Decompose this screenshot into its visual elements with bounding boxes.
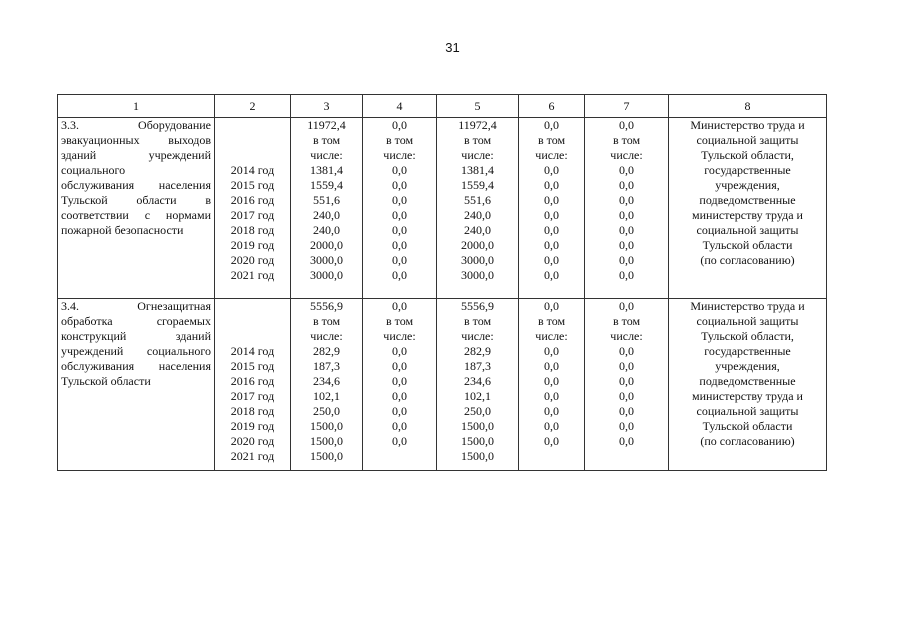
funding-value: 0,0 [392, 299, 407, 313]
measure-name-word: 3.4. [61, 299, 79, 313]
responsible-line: Министерство труда и [690, 299, 805, 313]
responsible-cell [669, 299, 827, 471]
years-cell [215, 299, 291, 471]
measure-name-word: нормами [165, 208, 211, 222]
funding-value: 0,0 [392, 223, 407, 237]
year-label [218, 329, 287, 344]
funding-value: 0,0 [544, 404, 559, 418]
funding-value: 282,9 [313, 344, 340, 358]
funding-value: 0,0 [392, 238, 407, 252]
funding-value: 187,3 [464, 359, 491, 373]
funding-value: в том [463, 133, 492, 147]
year-label [218, 133, 287, 148]
year-label: 2020 год [230, 434, 275, 448]
header-cell: 3 [291, 95, 363, 118]
col4-cell [363, 118, 437, 299]
funding-value: 1500,0 [461, 419, 494, 433]
funding-value: числе: [535, 329, 568, 343]
responsible-line: социальной защиты [696, 404, 799, 418]
funding-value: 1559,4 [310, 178, 343, 192]
measure-name-line [61, 299, 211, 314]
year-label: 2016 год [230, 374, 275, 388]
funding-value: 0,0 [544, 268, 559, 282]
funding-value: 5556,9 [310, 299, 343, 313]
funding-value: 0,0 [544, 163, 559, 177]
funding-value: 1500,0 [310, 419, 343, 433]
col3-cell [291, 118, 363, 299]
responsible-line: Министерство труда и [690, 118, 805, 132]
responsible-line: социальной защиты [696, 314, 799, 328]
measure-name-word: населения [158, 178, 211, 192]
funding-value: числе: [610, 148, 643, 162]
funding-value: 240,0 [313, 208, 340, 222]
measure-name-word: зданий [61, 148, 97, 162]
responsible-line: (по согласованию) [700, 434, 795, 448]
col7-cell [585, 299, 669, 471]
funding-value: 0,0 [619, 359, 634, 373]
measure-name-line [61, 193, 211, 208]
measure-name-word: эвакуационных [61, 133, 140, 147]
funding-value: числе: [310, 148, 343, 162]
funding-value: 5556,9 [461, 299, 494, 313]
funding-value: 0,0 [544, 178, 559, 192]
funding-value: 551,6 [464, 193, 491, 207]
responsible-line: подведомственные [699, 193, 796, 207]
measure-name-line [61, 223, 211, 238]
year-label: 2018 год [230, 223, 275, 237]
col6-cell [519, 118, 585, 299]
funding-value: 250,0 [464, 404, 491, 418]
measure-name-line [61, 163, 211, 178]
funding-value: 234,6 [313, 374, 340, 388]
funding-value: 0,0 [392, 404, 407, 418]
measure-name-word: обработка [61, 314, 113, 328]
measure-name-word: зданий [175, 329, 211, 343]
funding-value: 0,0 [619, 118, 634, 132]
funding-value: 0,0 [619, 299, 634, 313]
funding-value: в том [537, 133, 566, 147]
table-row [58, 299, 827, 471]
col5-cell [437, 299, 519, 471]
year-label: 2020 год [230, 253, 275, 267]
year-label [218, 314, 287, 329]
responsible-line: Тульской области, [701, 329, 794, 343]
funding-value: в том [612, 133, 641, 147]
funding-value: 0,0 [392, 359, 407, 373]
funding-value: 0,0 [392, 253, 407, 267]
funding-value: 0,0 [544, 208, 559, 222]
measure-name-line [61, 118, 211, 133]
responsible-line: Тульской области, [701, 148, 794, 162]
funding-value: 0,0 [619, 404, 634, 418]
measure-name-word: населения [158, 359, 211, 373]
responsible-line: социальной защиты [696, 133, 799, 147]
measure-name-line [61, 314, 211, 329]
funding-value: 0,0 [544, 434, 559, 448]
funding-value: 1500,0 [461, 449, 494, 463]
funding-value: 11972,4 [307, 118, 346, 132]
funding-value: числе: [461, 148, 494, 162]
measure-name-line [61, 344, 211, 359]
col5-cell [437, 118, 519, 299]
funding-value: 0,0 [544, 223, 559, 237]
funding-value: в том [463, 314, 492, 328]
col3-cell [291, 299, 363, 471]
funding-value: 0,0 [619, 389, 634, 403]
measure-name-line [61, 208, 211, 223]
responsible-line: (по согласованию) [700, 253, 795, 267]
responsible-line: социальной защиты [696, 223, 799, 237]
funding-value: 0,0 [619, 268, 634, 282]
year-label: 2019 год [230, 419, 275, 433]
funding-value: 0,0 [392, 374, 407, 388]
responsible-line: Тульской области [702, 238, 793, 252]
measure-name-word: в [205, 193, 211, 207]
funding-value: в том [537, 314, 566, 328]
funding-value: 0,0 [392, 419, 407, 433]
funding-value: 3000,0 [310, 268, 343, 282]
measure-name-word: обслуживания [61, 178, 135, 192]
funding-value: 551,6 [313, 193, 340, 207]
col6-cell [519, 299, 585, 471]
funding-value: числе: [310, 329, 343, 343]
measure-name-line [61, 133, 211, 148]
funding-value: 1500,0 [310, 449, 343, 463]
responsible-line: государственные [704, 163, 791, 177]
funding-value: 0,0 [544, 344, 559, 358]
measure-name-word: с [144, 208, 151, 222]
funding-value: 0,0 [619, 253, 634, 267]
funding-value: 0,0 [544, 193, 559, 207]
measure-name-word: пожарной безопасности [61, 223, 184, 237]
funding-value: 234,6 [464, 374, 491, 388]
measure-name-word: Огнезащитная [137, 299, 211, 313]
funding-value: в том [312, 314, 341, 328]
measure-name-cell [58, 118, 215, 299]
header-row [58, 95, 827, 118]
funding-value: 0,0 [392, 163, 407, 177]
funding-value: 0,0 [619, 178, 634, 192]
year-label: 2016 год [230, 193, 275, 207]
year-label [218, 148, 287, 163]
year-label: 2014 год [230, 344, 275, 358]
funding-value: 11972,4 [458, 118, 497, 132]
funding-value: в том [612, 314, 641, 328]
measure-name-line [61, 148, 211, 163]
measure-name-line [61, 359, 211, 374]
funding-value: 1381,4 [461, 163, 494, 177]
year-label: 2014 год [230, 163, 275, 177]
responsible-line: учреждения, [715, 359, 780, 373]
year-label: 2018 год [230, 404, 275, 418]
funding-value: 2000,0 [461, 238, 494, 252]
year-label: 2017 год [230, 208, 275, 222]
measure-name-word: Оборудование [138, 118, 211, 132]
funding-value: 240,0 [464, 208, 491, 222]
funding-value: 3000,0 [461, 268, 494, 282]
measure-name-word: обслуживания [61, 359, 135, 373]
page-number: 31 [445, 40, 460, 55]
funding-value: числе: [383, 148, 416, 162]
years-cell [215, 118, 291, 299]
funding-value: 0,0 [544, 238, 559, 252]
funding-value: 0,0 [619, 374, 634, 388]
year-label [218, 299, 287, 314]
header-cell: 2 [215, 95, 291, 118]
funding-value: 2000,0 [310, 238, 343, 252]
responsible-cell [669, 118, 827, 299]
measure-name-word: конструкций [61, 329, 127, 343]
funding-value: 0,0 [544, 374, 559, 388]
measure-name-line [61, 374, 211, 389]
header-cell: 7 [585, 95, 669, 118]
funding-value: 0,0 [619, 238, 634, 252]
funding-value: 0,0 [544, 389, 559, 403]
funding-value: 102,1 [464, 389, 491, 403]
table-row [58, 118, 827, 299]
measure-name-word: сгораемых [156, 314, 211, 328]
funding-value: 0,0 [619, 223, 634, 237]
funding-value: 3000,0 [310, 253, 343, 267]
funding-value: 0,0 [392, 193, 407, 207]
funding-value: 1500,0 [310, 434, 343, 448]
year-label [218, 118, 287, 133]
funding-value: 0,0 [619, 193, 634, 207]
responsible-line: Тульской области [702, 419, 793, 433]
header-cell: 1 [58, 95, 215, 118]
year-label: 2021 год [230, 449, 275, 463]
header-cell: 6 [519, 95, 585, 118]
funding-value: 0,0 [544, 118, 559, 132]
measure-name-word: выходов [168, 133, 211, 147]
funding-value: 0,0 [392, 434, 407, 448]
funding-value: числе: [535, 148, 568, 162]
responsible-line: государственные [704, 344, 791, 358]
header-cell: 8 [669, 95, 827, 118]
funding-value: 0,0 [619, 344, 634, 358]
year-label: 2021 год [230, 268, 275, 282]
funding-value: числе: [461, 329, 494, 343]
funding-value: 0,0 [392, 389, 407, 403]
measure-name-word: 3.3. [61, 118, 79, 132]
measure-name-word: области [136, 193, 177, 207]
funding-value: 0,0 [392, 268, 407, 282]
funding-value: 3000,0 [461, 253, 494, 267]
funding-value: 1500,0 [461, 434, 494, 448]
funding-value: в том [385, 133, 414, 147]
funding-value: 0,0 [392, 344, 407, 358]
funding-value: 1381,4 [310, 163, 343, 177]
funding-value: 0,0 [392, 118, 407, 132]
measure-name-word: социального [146, 344, 211, 358]
funding-value: 0,0 [619, 434, 634, 448]
funding-value: 1559,4 [461, 178, 494, 192]
funding-value: 240,0 [313, 223, 340, 237]
measure-name-line [61, 329, 211, 344]
responsible-line: министерству труда и [692, 389, 803, 403]
funding-value: в том [312, 133, 341, 147]
header-cell: 5 [437, 95, 519, 118]
col7-cell [585, 118, 669, 299]
funding-value: 187,3 [313, 359, 340, 373]
measure-name-word: соответствии [61, 208, 129, 222]
year-label: 2019 год [230, 238, 275, 252]
program-table [57, 94, 827, 471]
funding-value: 250,0 [313, 404, 340, 418]
funding-value: 0,0 [619, 419, 634, 433]
funding-value: 0,0 [544, 299, 559, 313]
measure-name-word: Тульской области [61, 374, 151, 388]
header-cell: 4 [363, 95, 437, 118]
responsible-line: подведомственные [699, 374, 796, 388]
funding-value: 282,9 [464, 344, 491, 358]
responsible-line: учреждения, [715, 178, 780, 192]
year-label: 2015 год [230, 178, 275, 192]
measure-name-word: учреждений [61, 344, 124, 358]
funding-value: числе: [610, 329, 643, 343]
measure-name-cell [58, 299, 215, 471]
measure-name-word: учреждений [148, 148, 211, 162]
measure-name-word: социального [61, 163, 126, 177]
funding-value: 0,0 [544, 419, 559, 433]
funding-value: 0,0 [544, 253, 559, 267]
responsible-line: министерству труда и [692, 208, 803, 222]
year-label: 2017 год [230, 389, 275, 403]
year-label: 2015 год [230, 359, 275, 373]
funding-value: 0,0 [392, 208, 407, 222]
funding-value: 102,1 [313, 389, 340, 403]
col4-cell [363, 299, 437, 471]
measure-name-line [61, 178, 211, 193]
funding-value: в том [385, 314, 414, 328]
funding-value: 240,0 [464, 223, 491, 237]
funding-value: 0,0 [619, 163, 634, 177]
funding-value: 0,0 [544, 359, 559, 373]
measure-name-word: Тульской [61, 193, 108, 207]
funding-value: 0,0 [392, 178, 407, 192]
funding-value: 0,0 [619, 208, 634, 222]
funding-value: числе: [383, 329, 416, 343]
